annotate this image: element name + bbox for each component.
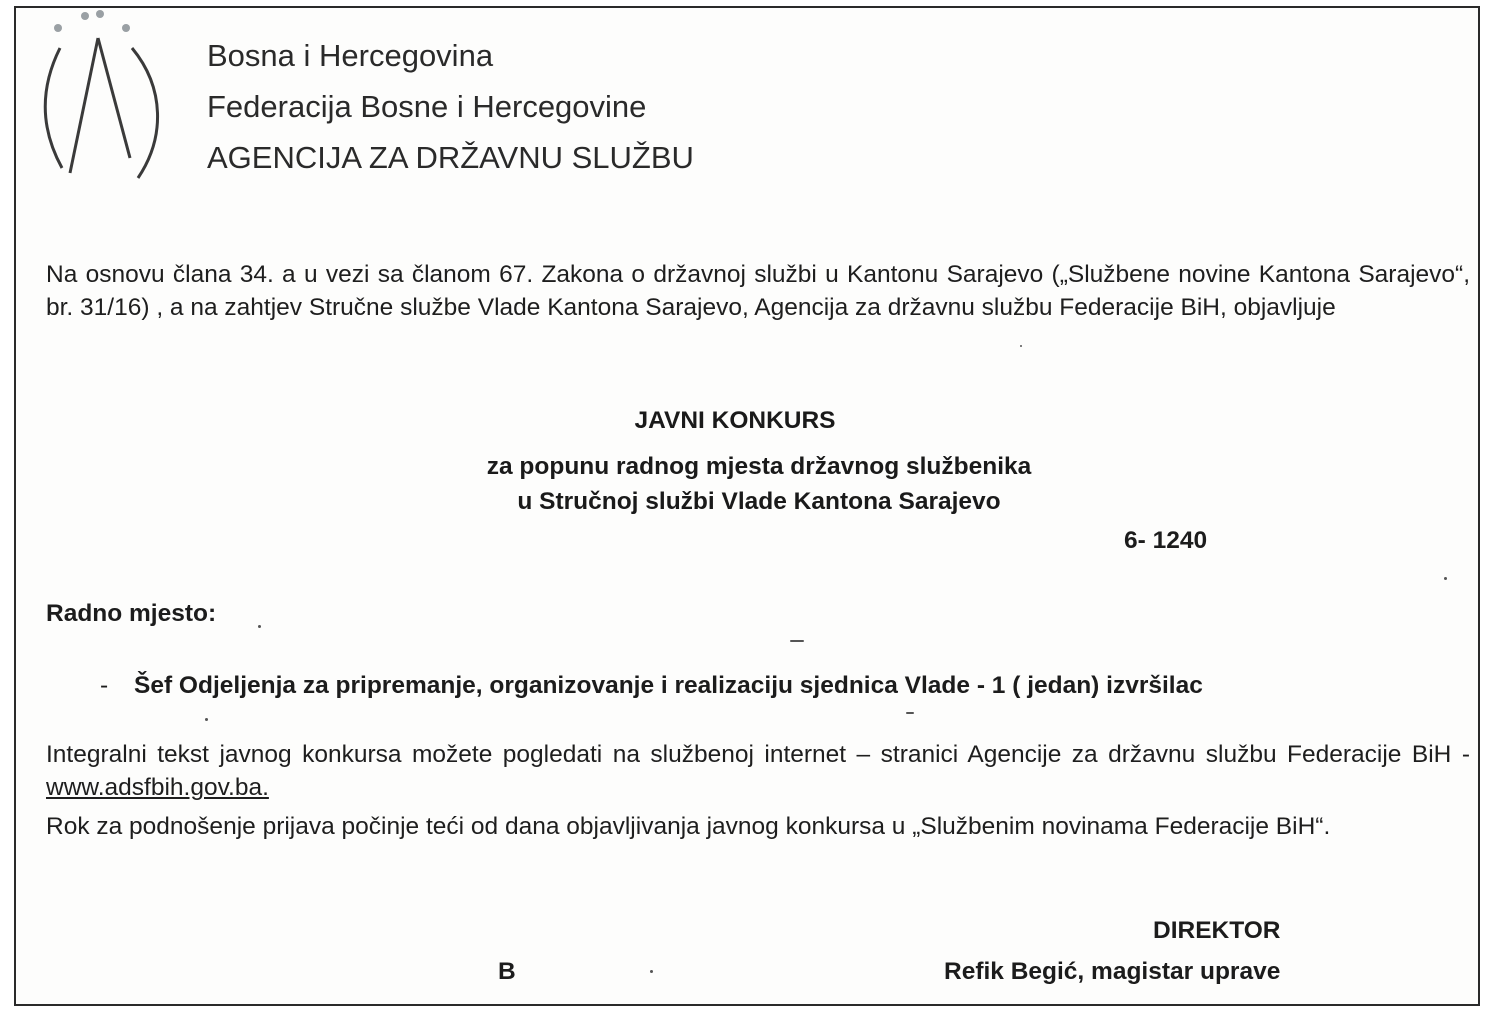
reference-number: 6- 1240 xyxy=(1124,527,1208,554)
agency-logo-icon xyxy=(40,8,175,188)
agency-website-link[interactable]: www.adsfbih.gov.ba. xyxy=(46,774,269,801)
signature-role: DIREKTOR xyxy=(1153,917,1281,944)
position-title: Šef Odjeljenja za pripremanje, organizovanje i realizaciju sjednica Vlade - 1 ( jedan) izvršilac xyxy=(134,672,1203,699)
info-paragraph xyxy=(46,738,1470,804)
scan-speck xyxy=(1444,577,1447,580)
position-item xyxy=(100,672,1203,700)
scan-speck xyxy=(790,640,804,642)
notice-subtitle-1: za popunu radnog mjesta državnog službenika xyxy=(486,453,1032,480)
header-federation: Federacija Bosne i Hercegovine xyxy=(207,89,647,124)
header-agency: AGENCIJA ZA DRŽAVNU SLUŽBU xyxy=(207,140,694,175)
list-dash: - xyxy=(100,672,109,699)
scan-speck xyxy=(906,712,914,714)
signature-mark: B xyxy=(498,958,516,985)
deadline-paragraph: Rok za podnošenje prijava počinje teći od dana objavljivanja javnog konkursa u „Službenim novinama Federacije BiH“. xyxy=(46,813,1331,840)
scan-speck xyxy=(1020,345,1022,347)
scan-speck xyxy=(258,625,261,628)
notice-subtitle-2: u Stručnoj službi Vlade Kantona Sarajevo xyxy=(517,488,1001,515)
intro-paragraph: Na osnovu člana 34. a u vezi sa članom 67. Zakona o državnoj službi u Kantonu Sarajevo („Službene novine Kantona Sarajevo“, br. 31/16) , a na zahtjev Stručne službe Vlade Kantona Sarajevo, Agencija za državnu službu Federacije BiH, objavljuje xyxy=(46,261,1470,321)
signature-name: Refik Begić, magistar uprave xyxy=(944,958,1281,985)
scan-speck xyxy=(205,718,208,721)
notice-title: JAVNI KONKURS xyxy=(634,407,836,434)
header-country: Bosna i Hercegovina xyxy=(207,38,494,73)
agency-header xyxy=(207,30,694,183)
position-label: Radno mjesto: xyxy=(46,600,217,627)
scan-speck xyxy=(650,970,653,973)
info-text: Integralni tekst javnog konkursa možete pogledati na službenoj internet – stranici Agencije za državnu službu Federacije BiH - xyxy=(46,741,1470,768)
